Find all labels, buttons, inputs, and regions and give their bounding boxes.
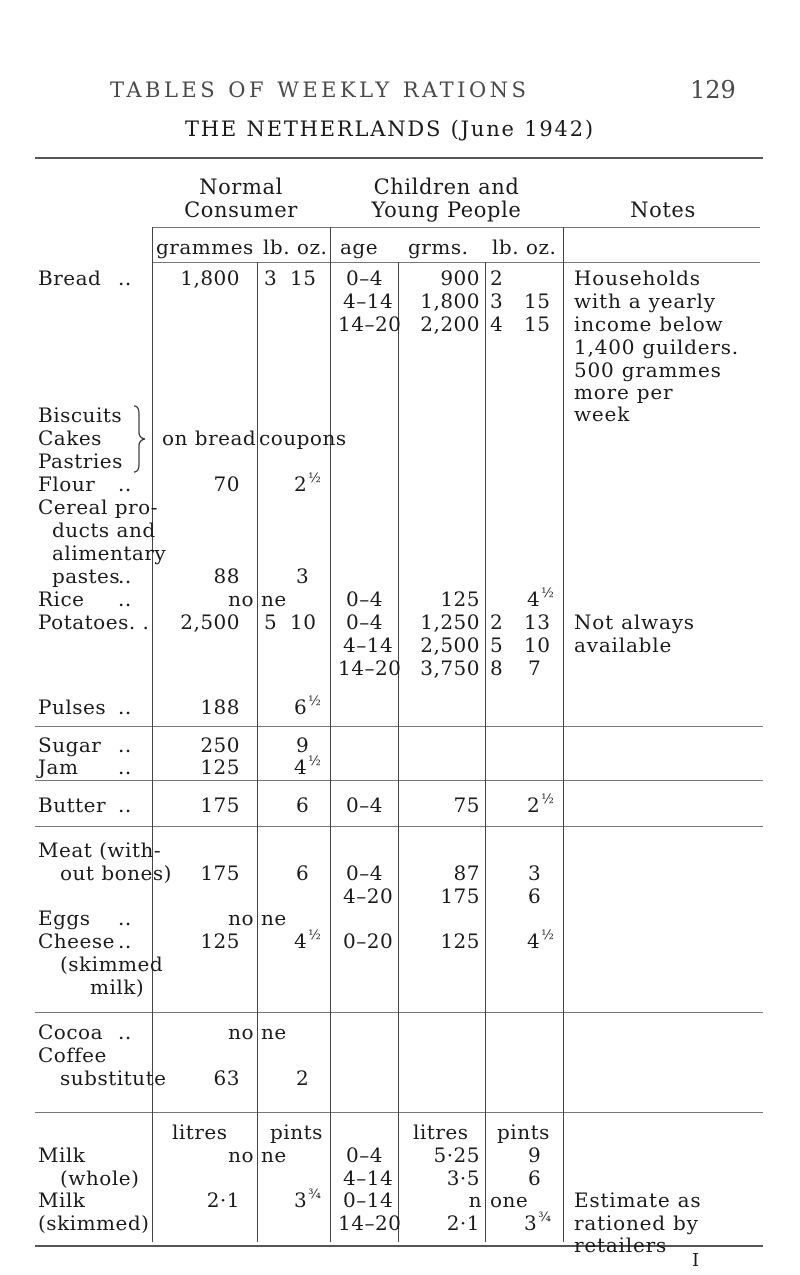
bread-child-grms: 2,200 xyxy=(420,312,480,336)
potatoes-child-age: 14–20 xyxy=(338,656,402,680)
potatoes-child-grms: 1,250 xyxy=(420,610,480,634)
eggs-none-left: no xyxy=(228,906,254,930)
bread-child-age: 4–14 xyxy=(343,289,394,313)
row-label-meat: out bones) xyxy=(60,861,172,885)
bread-child-oz: 15 xyxy=(524,312,551,336)
rule-coffee-milk xyxy=(35,1112,763,1113)
header-normal-line1: Normal xyxy=(199,175,283,199)
row-dots: .. xyxy=(118,587,132,611)
cereal-oz: 3 xyxy=(296,564,310,588)
row-label-cheese: (skimmed xyxy=(60,952,164,976)
potatoes-note-line: Not always xyxy=(574,610,695,634)
milk-skimmed-child-none-left: n xyxy=(468,1188,482,1212)
cocoa-none-right: ne xyxy=(261,1020,287,1044)
milk-unit-pints: pints xyxy=(270,1120,323,1144)
running-head: TABLES OF WEEKLY RATIONS xyxy=(110,78,530,102)
row-label-cheese: Cheese xyxy=(38,929,115,953)
header-notes: Notes xyxy=(630,198,696,222)
bread-child-lb: 4 xyxy=(490,312,504,336)
cheese-child-oz: $4^{\frac{1}{2}}$ xyxy=(527,928,555,953)
header-normal-line2: Consumer xyxy=(184,198,298,222)
sugar-grammes: 250 xyxy=(200,733,240,757)
row-label-milk-whole: Milk xyxy=(38,1143,86,1167)
column-divider-2 xyxy=(257,262,258,1242)
potatoes-child-age: 4–14 xyxy=(343,633,394,657)
subheader-lb-oz-normal: lb. oz. xyxy=(263,235,328,259)
row-label-biscuits: Biscuits xyxy=(38,403,123,427)
row-dots: .. xyxy=(118,793,132,817)
footer-signature-mark: I xyxy=(692,1250,700,1271)
potatoes-child-oz: 10 xyxy=(524,633,551,657)
meat-child-oz: 6 xyxy=(528,884,542,908)
rule-jam-butter xyxy=(35,780,763,781)
coupons-note-right: coupons xyxy=(259,426,347,450)
meat-child-grms: 175 xyxy=(440,884,480,908)
row-label-meat: Meat (with- xyxy=(38,838,162,862)
row-label-rice: Rice xyxy=(38,587,85,611)
subheader-lb-oz-children: lb. oz. xyxy=(492,235,557,259)
milk-note-line: rationed by xyxy=(574,1211,699,1235)
meat-child-age: 0–4 xyxy=(346,861,383,885)
row-dots: .. xyxy=(118,1020,132,1044)
bread-child-age: 0–4 xyxy=(346,266,383,290)
bread-child-lb: 2 xyxy=(490,266,504,290)
butter-child-age: 0–4 xyxy=(346,793,383,817)
rule-pulses-sugar xyxy=(35,726,763,727)
bread-child-lb: 3 xyxy=(490,289,504,313)
row-label-flour: Flour xyxy=(38,472,96,496)
rule-cheese-cocoa xyxy=(35,1012,763,1013)
butter-child-grms: 75 xyxy=(453,793,480,817)
row-dots: .. xyxy=(118,564,132,588)
potatoes-lb: 5 xyxy=(264,610,278,634)
header-children-line2: Young People xyxy=(371,198,522,222)
row-label-cereal: Cereal pro- xyxy=(38,495,158,519)
row-dots: .. xyxy=(118,929,132,953)
column-divider-3 xyxy=(330,227,331,1242)
bread-oz: 15 xyxy=(290,266,317,290)
cereal-grammes: 88 xyxy=(213,564,240,588)
row-label-cereal: alimentary xyxy=(52,541,167,565)
milk-whole-child-age: 4–14 xyxy=(343,1166,394,1190)
column-divider-4 xyxy=(398,262,399,1242)
milk-skimmed-child-age: 0–14 xyxy=(343,1188,394,1212)
meat-child-grms: 87 xyxy=(453,861,480,885)
row-label-jam: Jam xyxy=(38,755,79,779)
cheese-child-grms: 125 xyxy=(440,929,480,953)
meat-child-age: 4–20 xyxy=(343,884,394,908)
milk-whole-child-pints: 9 xyxy=(528,1143,542,1167)
row-dots: .. xyxy=(118,695,132,719)
jam-grammes: 125 xyxy=(200,755,240,779)
potatoes-child-grms: 3,750 xyxy=(420,656,480,680)
potatoes-child-lb: 8 xyxy=(490,656,504,680)
rule-butter-meat xyxy=(35,826,763,827)
row-label-eggs: Eggs xyxy=(38,906,91,930)
row-label-milk-skimmed: Milk xyxy=(38,1188,86,1212)
bread-grammes: 1,800 xyxy=(180,266,240,290)
bread-note-line: with a yearly xyxy=(574,289,716,313)
potatoes-child-grms: 2,500 xyxy=(420,633,480,657)
potatoes-oz: 10 xyxy=(290,610,317,634)
milk-unit-litres: litres xyxy=(172,1120,228,1144)
potatoes-child-lb: 2 xyxy=(490,610,504,634)
coupons-note-left: on bread xyxy=(162,426,257,450)
milk-skimmed-child-none-right: one xyxy=(490,1188,529,1212)
milk-skimmed-child-age: 14–20 xyxy=(338,1211,402,1235)
milk-note-line: Estimate as xyxy=(574,1188,702,1212)
page-number: 129 xyxy=(690,76,736,104)
cheese-child-age: 0–20 xyxy=(343,929,394,953)
row-label-butter: Butter xyxy=(38,793,107,817)
bread-child-grms: 1,800 xyxy=(420,289,480,313)
milk-whole-none-right: ne xyxy=(261,1143,287,1167)
row-label-pastries: Pastries xyxy=(38,449,123,473)
row-label-bread: Bread xyxy=(38,266,102,290)
bread-lb: 3 xyxy=(264,266,278,290)
milk-whole-child-litres: 3·5 xyxy=(446,1166,480,1190)
pulses-grammes: 188 xyxy=(200,695,240,719)
milk-whole-none-left: no xyxy=(228,1143,254,1167)
row-label-cocoa: Cocoa xyxy=(38,1020,104,1044)
rice-child-grms: 125 xyxy=(440,587,480,611)
bread-child-grms: 900 xyxy=(440,266,480,290)
column-divider-6 xyxy=(563,227,564,1242)
potatoes-child-oz: 7 xyxy=(528,656,542,680)
flour-oz: $2^{\frac{1}{2}}$ xyxy=(294,471,322,496)
milk-skimmed-child-litres: 2·1 xyxy=(446,1211,480,1235)
milk-whole-child-litres: 5·25 xyxy=(433,1143,480,1167)
potatoes-child-age: 0–4 xyxy=(346,610,383,634)
row-label-milk-whole: (whole) xyxy=(60,1166,140,1190)
potatoes-note-line: available xyxy=(574,633,673,657)
flour-grammes: 70 xyxy=(213,472,240,496)
bread-note-line: week xyxy=(574,402,631,426)
header-children-line1: Children and xyxy=(373,175,520,199)
bread-note-line: more per xyxy=(574,380,674,404)
meat-child-oz: 3 xyxy=(528,861,542,885)
meat-grammes: 175 xyxy=(200,861,240,885)
rice-child-age: 0–4 xyxy=(346,587,383,611)
subheader-age: age xyxy=(340,235,379,259)
bread-note-line: income below xyxy=(574,312,724,336)
brace-icon xyxy=(131,404,147,474)
bread-note-line: 500 grammes xyxy=(574,358,722,382)
row-label-cheese: milk) xyxy=(90,975,145,999)
milk-note-line: retailers xyxy=(574,1233,668,1257)
bread-note-line: 1,400 guilders. xyxy=(574,335,739,359)
butter-oz: 6 xyxy=(296,793,310,817)
row-label-sugar: Sugar xyxy=(38,733,102,757)
eggs-none-right: ne xyxy=(261,906,287,930)
coffee-oz: 2 xyxy=(296,1066,310,1090)
subheader-rule xyxy=(152,262,760,263)
rice-none-left: no xyxy=(228,587,254,611)
header-rule xyxy=(152,227,760,228)
row-dots: .. xyxy=(118,733,132,757)
row-label-cakes: Cakes xyxy=(38,426,102,450)
row-label-coffee: substitute xyxy=(60,1066,167,1090)
cheese-oz: $4^{\frac{1}{2}}$ xyxy=(294,928,322,953)
milk-whole-child-pints: 6 xyxy=(528,1166,542,1190)
sugar-oz: 9 xyxy=(296,733,310,757)
column-divider-5 xyxy=(485,262,486,1242)
rice-none-right: ne xyxy=(261,587,287,611)
subheader-grammes: grammes xyxy=(156,235,254,259)
row-label-cereal: pastes xyxy=(52,564,121,588)
potatoes-grammes: 2,500 xyxy=(180,610,240,634)
butter-child-oz: $2^{\frac{1}{2}}$ xyxy=(527,792,555,817)
row-dots: .. xyxy=(118,266,132,290)
top-rule xyxy=(35,157,763,159)
row-label-milk-skimmed: (skimmed) xyxy=(38,1211,150,1235)
milk-unit-litres-children: litres xyxy=(413,1120,469,1144)
row-dots: .. xyxy=(118,755,132,779)
milk-skimmed-litres: 2·1 xyxy=(206,1188,240,1212)
rice-child-oz: $4^{\frac{1}{2}}$ xyxy=(527,586,555,611)
meat-oz: 6 xyxy=(296,861,310,885)
potatoes-child-oz: 13 xyxy=(524,610,551,634)
milk-whole-child-age: 0–4 xyxy=(346,1143,383,1167)
cocoa-none-left: no xyxy=(228,1020,254,1044)
row-label-potatoes: Potatoes. . xyxy=(38,610,150,634)
milk-skimmed-pints: $3^{\frac{3}{4}}$ xyxy=(294,1187,322,1212)
jam-oz: $4^{\frac{1}{2}}$ xyxy=(294,754,322,779)
bread-child-age: 14–20 xyxy=(338,312,402,336)
coffee-grammes: 63 xyxy=(213,1066,240,1090)
row-dots: .. xyxy=(118,906,132,930)
row-label-pulses: Pulses xyxy=(38,695,107,719)
butter-grammes: 175 xyxy=(200,793,240,817)
row-dots: .. xyxy=(118,472,132,496)
milk-unit-pints-children: pints xyxy=(497,1120,550,1144)
row-label-cereal: ducts and xyxy=(52,518,156,542)
milk-skimmed-child-pints: $3^{\frac{3}{4}}$ xyxy=(524,1210,552,1235)
bread-note-line: Households xyxy=(574,266,701,290)
subheader-grms: grms. xyxy=(408,235,469,259)
bread-child-oz: 15 xyxy=(524,289,551,313)
cheese-grammes: 125 xyxy=(200,929,240,953)
potatoes-child-lb: 5 xyxy=(490,633,504,657)
row-label-coffee: Coffee xyxy=(38,1043,107,1067)
page-title: THE NETHERLANDS (June 1942) xyxy=(185,117,595,141)
pulses-oz: $6^{\frac{1}{2}}$ xyxy=(294,694,322,719)
